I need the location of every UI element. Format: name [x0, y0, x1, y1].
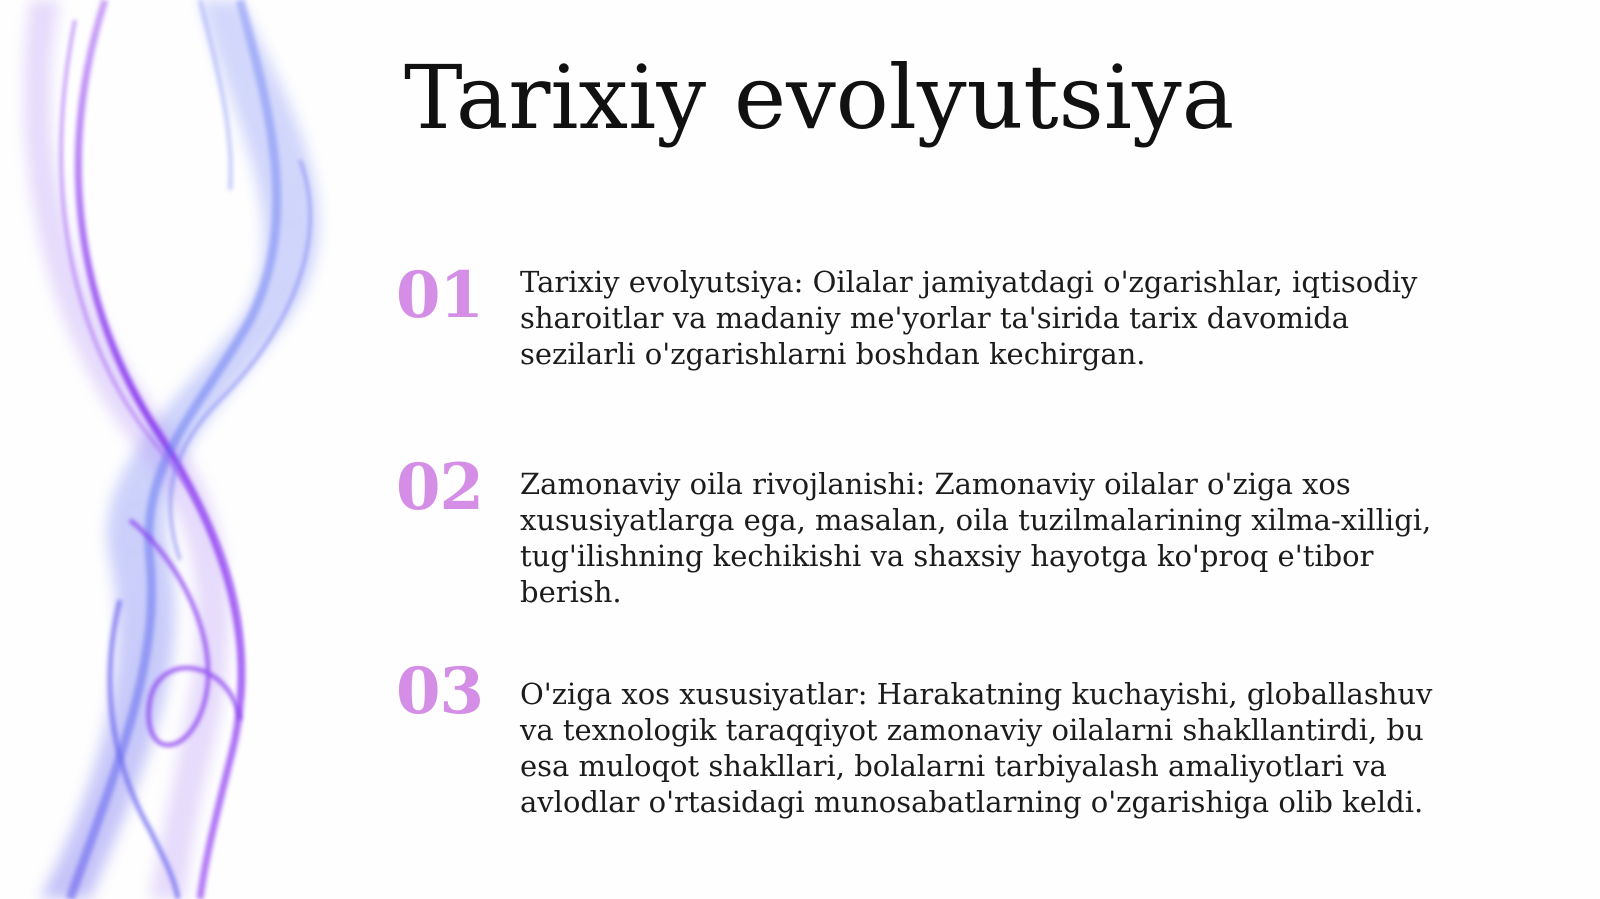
purple-smoke-decoration [0, 0, 380, 899]
item-text: O'ziga xos xususiyatlar: Harakatning kuchayishi, globallashuv va texnologik taraqqiyot zamonaviy oilalarni shakllantirdi, bu esa muloqot shakllari, bolalarni tarbiyalash amaliyotlari va avlodlar o'rtasidagi munosabatlarning o'zgarishiga olib keldi. [520, 677, 1433, 819]
item-text: Zamonaviy oila rivojlanishi: Zamonaviy oilalar o'ziga xos xususiyatlarga ega, masalan, oila tuzilmalarining xilma-xilligi, tug'ilishning kechikishi va shaxsiy hayotga ko'proq e'tibor berish. [520, 467, 1432, 609]
item-number: 02 [396, 450, 484, 525]
item-number: 03 [396, 654, 484, 729]
item-number: 01 [396, 258, 484, 333]
slide-title: Tarixiy evolyutsiya [404, 46, 1235, 149]
item-text: Tarixiy evolyutsiya: Oilalar jamiyatdagi o'zgarishlar, iqtisodiy sharoitlar va madaniy me'yorlar ta'sirida tarix davomida sezilarli o'zgarishlarni boshdan kechirgan. [520, 265, 1418, 371]
